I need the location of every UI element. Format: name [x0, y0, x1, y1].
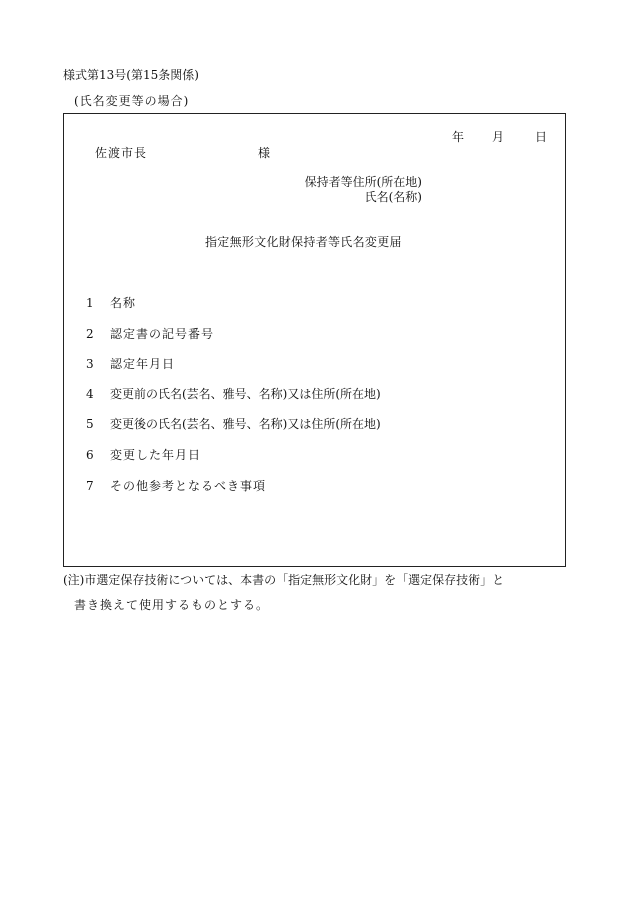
item-number: 2: [86, 327, 94, 341]
addressee-honorific: 様: [258, 146, 271, 160]
date-day-label: 日: [535, 130, 548, 144]
item-label: 変更後の氏名(芸名、雅号、名称)又は住所(所在地): [110, 417, 381, 431]
item-label: その他参考となるべき事項: [110, 479, 267, 493]
note-line: 書き換えて使用するものとする。: [74, 598, 270, 612]
item-number: 4: [86, 387, 94, 401]
holder-name-label: 氏名(名称): [364, 190, 422, 204]
form-case: (氏名変更等の場合): [74, 94, 190, 108]
item-label: 認定書の記号番号: [110, 327, 215, 341]
date-month-label: 月: [492, 130, 505, 144]
document-title: 指定無形文化財保持者等氏名変更届: [205, 235, 402, 249]
addressee: 佐渡市長: [95, 146, 148, 160]
item-number: 5: [86, 417, 94, 431]
item-label: 名称: [110, 296, 137, 310]
item-label: 変更前の氏名(芸名、雅号、名称)又は住所(所在地): [110, 387, 381, 401]
item-number: 7: [86, 479, 94, 493]
form-number: 様式第13号(第15条関係): [63, 68, 199, 82]
item-number: 6: [86, 448, 94, 462]
item-label: 変更した年月日: [110, 448, 202, 462]
date-year-label: 年: [452, 130, 465, 144]
item-number: 1: [86, 296, 94, 310]
item-number: 3: [86, 357, 94, 371]
note-line: (注)市選定保存技術については、本書の「指定無形文化財」を「選定保存技術」と: [63, 573, 505, 587]
holder-address-label: 保持者等住所(所在地): [304, 175, 422, 189]
item-label: 認定年月日: [110, 357, 176, 371]
